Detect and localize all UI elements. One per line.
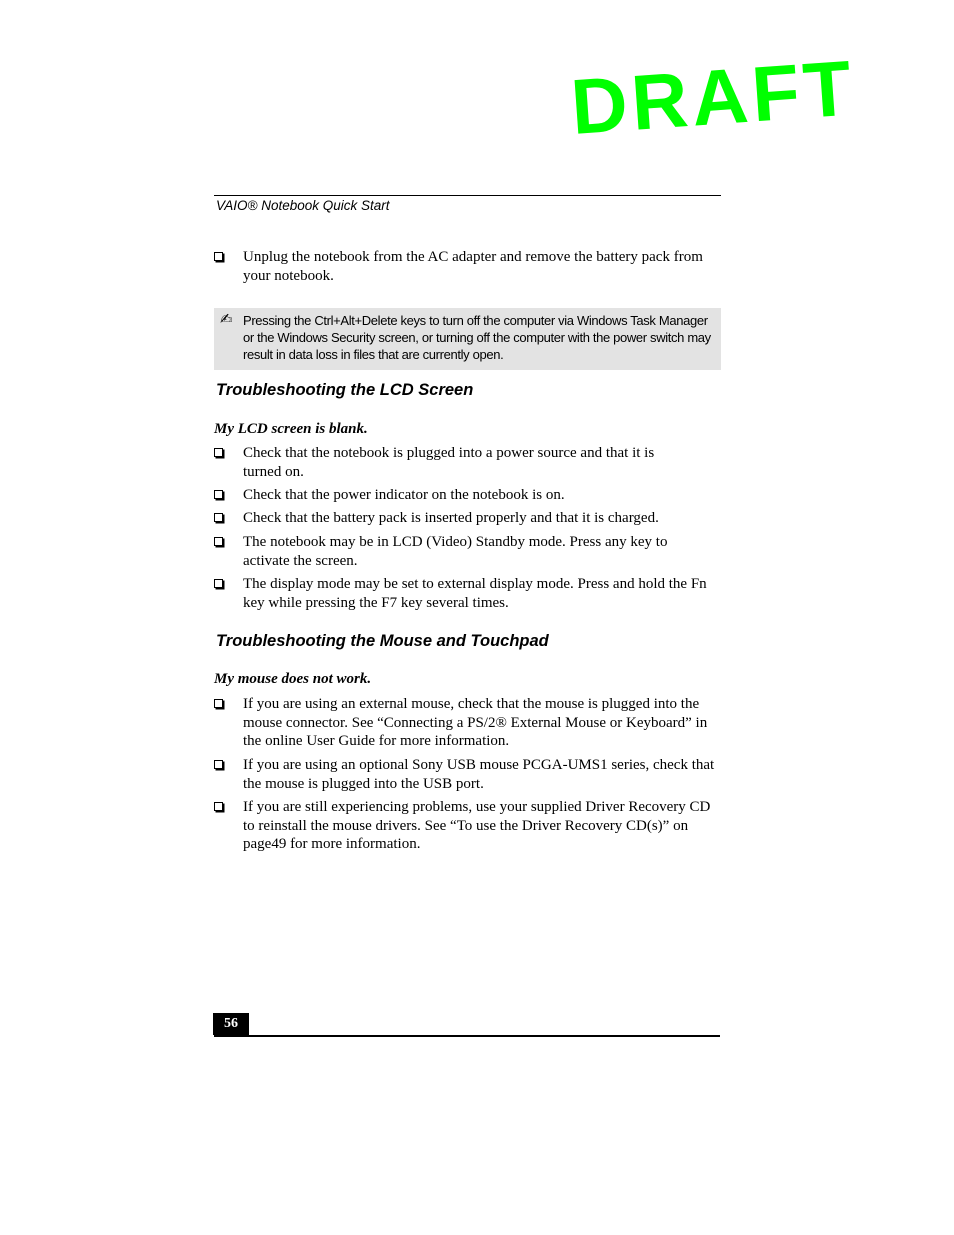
- list-item: The notebook may be in LCD (Video) Standby mode. Press any key to activate the screen.: [214, 533, 721, 570]
- page-number: 56: [213, 1013, 249, 1035]
- checkbox-bullet-icon: [214, 513, 223, 522]
- list-item: Check that the power indicator on the notebook is on.: [214, 486, 721, 505]
- list-item: If you are using an external mouse, check that the mouse is plugged into the mouse connector. See “Connecting a PS/2® External Mouse or Keyboard” in the online User Guide for more information.: [214, 695, 721, 751]
- list-item: If you are using an optional Sony USB mouse PCGA-UMS1 series, check that the mouse is plugged into the USB port.: [214, 756, 721, 793]
- subheading-mouse-not-work: My mouse does not work.: [214, 671, 372, 687]
- checkbox-bullet-icon: [214, 448, 223, 457]
- header-rule: [214, 195, 721, 196]
- list-item: Unplug the notebook from the AC adapter and remove the battery pack from your notebook.: [214, 248, 721, 285]
- checkbox-bullet-icon: [214, 490, 223, 499]
- list-item: Check that the notebook is plugged into a power source and that it is turned on.: [214, 444, 721, 481]
- subheading-lcd-blank: My LCD screen is blank.: [214, 421, 368, 437]
- list-item: The display mode may be set to external display mode. Press and hold the Fn key while pressing the F7 key several times.: [214, 575, 721, 612]
- running-header: VAIO® Notebook Quick Start: [216, 198, 390, 213]
- note-box: [214, 308, 721, 370]
- checkbox-bullet-icon: [214, 802, 223, 811]
- draft-watermark: DRAFT: [568, 43, 858, 151]
- checkbox-bullet-icon: [214, 579, 223, 588]
- section-heading-mouse: Troubleshooting the Mouse and Touchpad: [216, 632, 549, 650]
- checkbox-bullet-icon: [214, 252, 223, 261]
- list-item: Check that the battery pack is inserted properly and that it is charged.: [214, 509, 721, 528]
- section-heading-lcd: Troubleshooting the LCD Screen: [216, 381, 474, 399]
- pencil-note-icon: ✍: [220, 310, 233, 328]
- note-text: Pressing the Ctrl+Alt+Delete keys to turn off the computer via Windows Task Manager or the Windows Security screen, or turning off the computer with the power switch may result in data loss in files that are currently open.: [243, 313, 711, 362]
- list-item: If you are still experiencing problems, use your supplied Driver Recovery CD to reinstall the mouse drivers. See “To use the Driver Recovery CD(s)” on page49 for more information.: [214, 798, 721, 854]
- checkbox-bullet-icon: [214, 760, 223, 769]
- checkbox-bullet-icon: [214, 699, 223, 708]
- footer-rule: [214, 1035, 720, 1037]
- checkbox-bullet-icon: [214, 537, 223, 546]
